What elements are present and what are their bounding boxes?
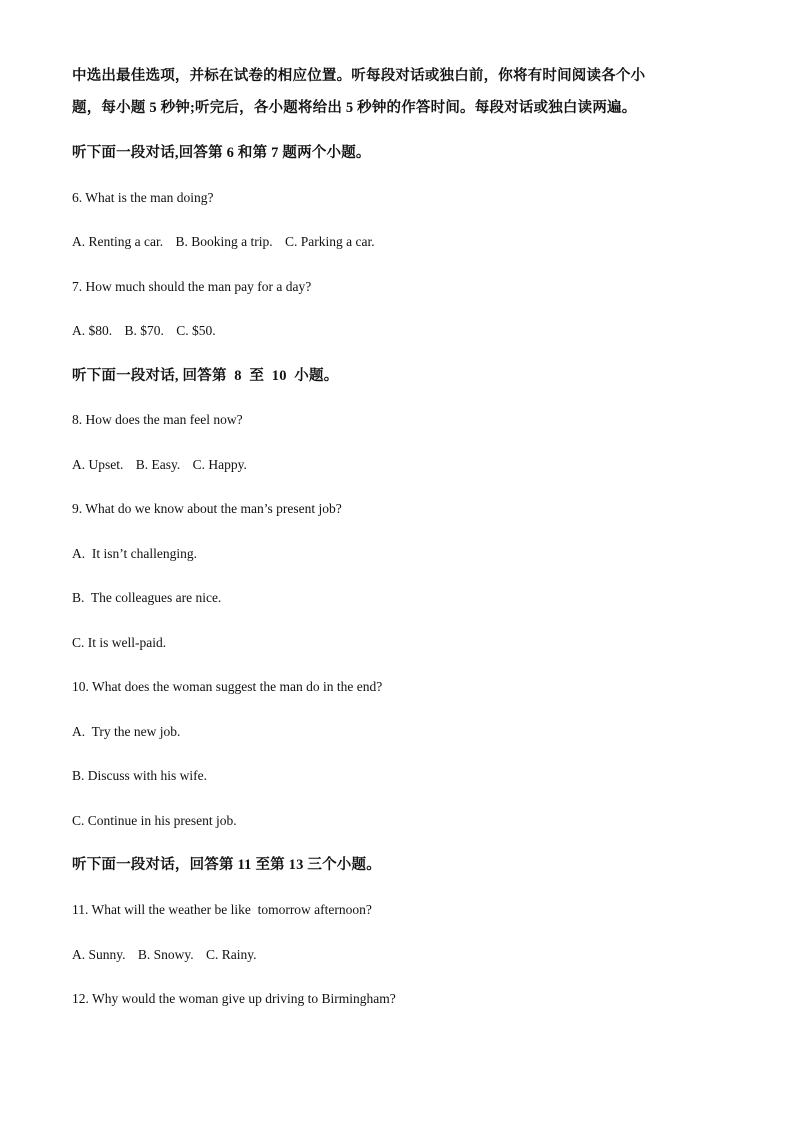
- question-9-option-a: A. It isn’t challenging.: [72, 546, 197, 561]
- question-7: 7. How much should the man pay for a day?: [72, 279, 312, 294]
- option-c: C. $50.: [176, 323, 216, 338]
- option-c: C. Happy.: [192, 457, 247, 472]
- option-a: A. Renting a car.: [72, 234, 164, 249]
- option-c: C. Rainy.: [206, 947, 257, 962]
- option-b: B. $70.: [124, 323, 164, 338]
- question-10-option-a: A. Try the new job.: [72, 724, 181, 739]
- question-11: 11. What will the weather be like tomorrow afternoon?: [72, 902, 372, 917]
- question-8: 8. How does the man feel now?: [72, 412, 243, 427]
- option-b: B. Booking a trip.: [175, 234, 273, 249]
- option-a: A. Sunny.: [72, 947, 126, 962]
- option-a: A. Upset.: [72, 457, 124, 472]
- intro-line-2: 题，每小题 5 秒钟;听完后，各小题将给出 5 秒钟的作答时间。每段对话或独白读两遍。: [72, 100, 637, 116]
- question-10: 10. What does the woman suggest the man do in the end?: [72, 679, 383, 694]
- question-10-option-b: B. Discuss with his wife.: [72, 768, 207, 783]
- question-9: 9. What do we know about the man’s present job?: [72, 501, 342, 516]
- question-10-option-c: C. Continue in his present job.: [72, 813, 237, 828]
- question-6-options: [72, 233, 384, 251]
- question-7-options: [72, 322, 225, 340]
- option-b: B. Easy.: [135, 457, 181, 472]
- question-8-options: [72, 456, 256, 474]
- section-heading-3: 听下面一段对话，回答第 11 至第 13 三个小题。: [72, 857, 381, 873]
- question-6: 6. What is the man doing?: [72, 190, 214, 205]
- intro-line-1: 中选出最佳选项，并标在试卷的相应位置。听每段对话或独白前，你将有时间阅读各个小: [72, 68, 646, 84]
- question-12: 12. Why would the woman give up driving to Birmingham?: [72, 991, 396, 1006]
- section-heading-2: 听下面一段对话, 回答第 8 至 10 小题。: [72, 368, 339, 384]
- option-c: C. Parking a car.: [284, 234, 375, 249]
- option-a: A. $80.: [72, 323, 113, 338]
- question-9-option-c: C. It is well-paid.: [72, 635, 167, 650]
- question-11-options: [72, 946, 266, 964]
- option-b: B. Snowy.: [137, 947, 194, 962]
- question-9-option-b: B. The colleagues are nice.: [72, 590, 222, 605]
- section-heading-1: 听下面一段对话,回答第 6 和第 7 题两个小题。: [72, 145, 371, 161]
